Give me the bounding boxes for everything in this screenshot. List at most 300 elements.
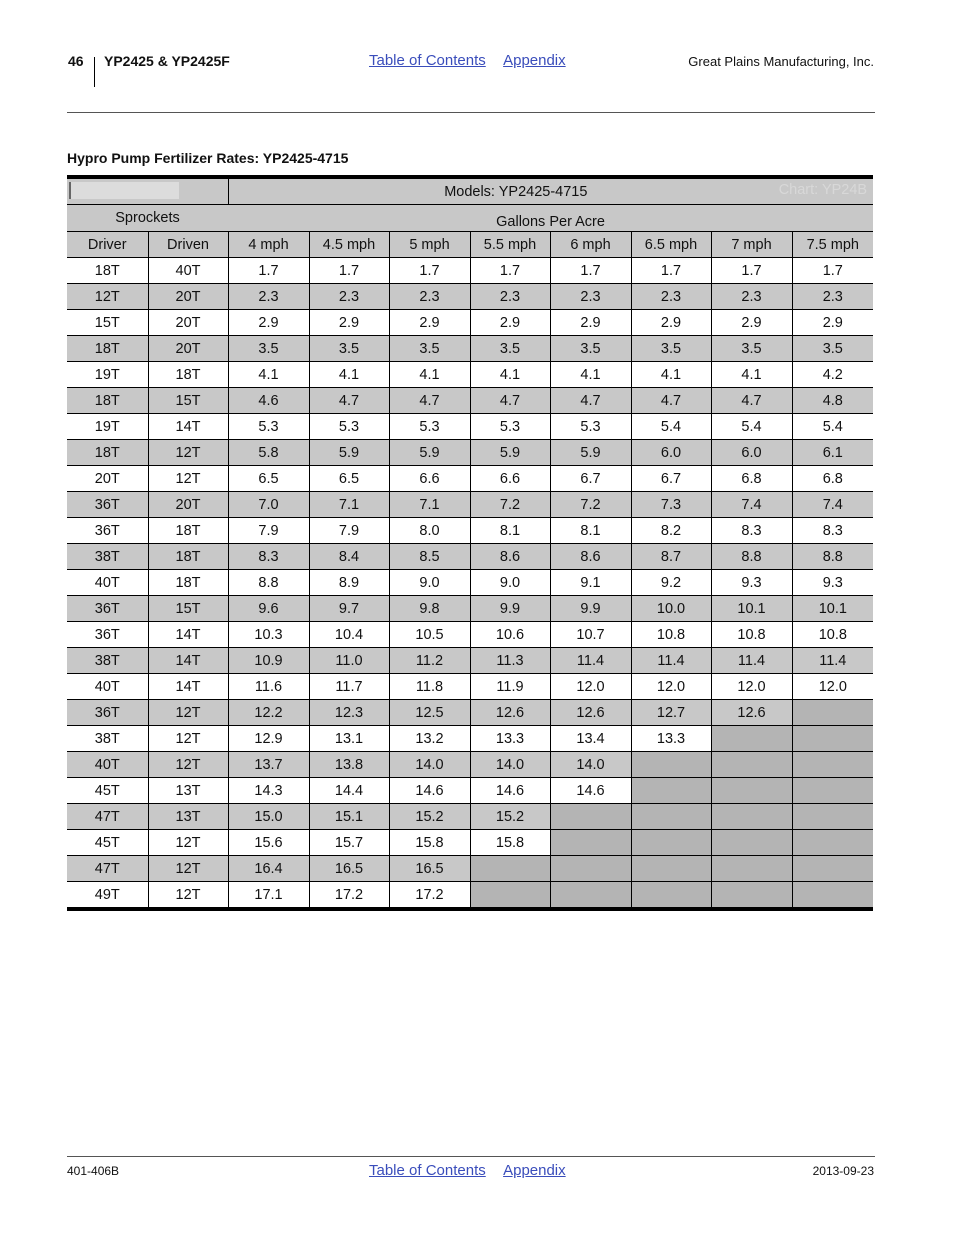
rate-cell: 2.9	[550, 310, 631, 336]
rate-cell: 15.8	[389, 830, 470, 856]
column-header: 7 mph	[711, 232, 792, 258]
rate-cell: 8.3	[228, 544, 309, 570]
rate-cell: 11.9	[470, 674, 550, 700]
rate-cell: 7.2	[550, 492, 631, 518]
rate-cell: 3.5	[550, 336, 631, 362]
rate-cell: 15.2	[470, 804, 550, 830]
driver-cell: 18T	[67, 440, 148, 466]
table-row	[67, 258, 873, 284]
driven-cell: 18T	[148, 570, 228, 596]
rate-cell: 8.8	[711, 544, 792, 570]
table-row	[67, 856, 873, 882]
driver-cell: 40T	[67, 674, 148, 700]
rate-cell: 5.9	[389, 440, 470, 466]
rate-cell: 8.2	[631, 518, 711, 544]
rate-cell: 1.7	[389, 258, 470, 284]
rate-cell: 2.3	[631, 284, 711, 310]
rate-cell: 9.1	[550, 570, 631, 596]
driven-cell: 18T	[148, 544, 228, 570]
rate-cell	[792, 726, 873, 752]
column-header-row	[67, 232, 873, 258]
rate-cell: 2.9	[711, 310, 792, 336]
rate-cell: 13.7	[228, 752, 309, 778]
driven-cell: 15T	[148, 388, 228, 414]
table-row	[67, 882, 873, 910]
rate-cell: 14.6	[550, 778, 631, 804]
table-row	[67, 596, 873, 622]
table-row	[67, 622, 873, 648]
rate-cell: 12.6	[470, 700, 550, 726]
table-row	[67, 804, 873, 830]
rate-cell: 8.6	[470, 544, 550, 570]
rate-cell: 17.2	[309, 882, 389, 910]
rate-cell: 5.4	[792, 414, 873, 440]
rate-cell	[550, 856, 631, 882]
header-rule	[67, 112, 875, 113]
rate-cell: 10.8	[711, 622, 792, 648]
company-name: Great Plains Manufacturing, Inc.	[688, 54, 874, 69]
table-row	[67, 310, 873, 336]
rate-cell: 7.9	[309, 518, 389, 544]
driver-cell: 18T	[67, 258, 148, 284]
rate-cell: 13.4	[550, 726, 631, 752]
rate-cell	[631, 804, 711, 830]
rate-cell: 7.0	[228, 492, 309, 518]
driven-cell: 13T	[148, 804, 228, 830]
rate-cell: 6.5	[309, 466, 389, 492]
rate-cell	[631, 778, 711, 804]
rate-cell: 15.8	[470, 830, 550, 856]
rate-cell	[711, 804, 792, 830]
rate-cell	[711, 752, 792, 778]
driven-cell: 12T	[148, 752, 228, 778]
rate-cell: 10.1	[792, 596, 873, 622]
rate-cell: 4.7	[309, 388, 389, 414]
table-row	[67, 752, 873, 778]
rate-cell: 9.3	[711, 570, 792, 596]
table-row	[67, 830, 873, 856]
rate-cell: 12.9	[228, 726, 309, 752]
rate-cell: 13.2	[389, 726, 470, 752]
table-row	[67, 518, 873, 544]
rate-cell: 4.7	[711, 388, 792, 414]
rate-cell: 6.6	[389, 466, 470, 492]
rate-cell: 8.0	[389, 518, 470, 544]
table-row	[67, 440, 873, 466]
rate-cell	[631, 752, 711, 778]
rate-cell: 8.7	[631, 544, 711, 570]
rate-cell: 8.5	[389, 544, 470, 570]
rate-cell: 2.3	[550, 284, 631, 310]
rate-cell: 11.7	[309, 674, 389, 700]
rate-cell: 12.0	[711, 674, 792, 700]
table-row	[67, 674, 873, 700]
rate-cell	[550, 882, 631, 910]
rate-cell	[792, 882, 873, 910]
rate-cell: 3.5	[470, 336, 550, 362]
rate-cell: 3.5	[389, 336, 470, 362]
rate-cell: 12.0	[631, 674, 711, 700]
driven-cell: 12T	[148, 700, 228, 726]
rate-cell: 1.7	[792, 258, 873, 284]
rate-cell: 10.6	[470, 622, 550, 648]
driver-cell: 38T	[67, 726, 148, 752]
driver-cell: 47T	[67, 804, 148, 830]
rate-cell: 1.7	[470, 258, 550, 284]
rate-cell	[550, 830, 631, 856]
driven-cell: 12T	[148, 882, 228, 910]
table-row	[67, 544, 873, 570]
rate-cell: 12.7	[631, 700, 711, 726]
rate-cell: 4.1	[389, 362, 470, 388]
driven-cell: 18T	[148, 518, 228, 544]
rate-cell: 6.0	[631, 440, 711, 466]
rate-cell: 2.9	[470, 310, 550, 336]
table-row	[67, 570, 873, 596]
column-header: 5 mph	[389, 232, 470, 258]
table-row	[67, 336, 873, 362]
model-title: YP2425 & YP2425F	[104, 53, 230, 69]
table-body	[67, 258, 873, 910]
column-header: 7.5 mph	[792, 232, 873, 258]
table-row	[67, 414, 873, 440]
rate-cell: 8.1	[470, 518, 550, 544]
rate-cell	[711, 856, 792, 882]
driver-cell: 18T	[67, 336, 148, 362]
rate-cell: 5.9	[470, 440, 550, 466]
rate-cell	[550, 804, 631, 830]
rate-cell: 12.0	[550, 674, 631, 700]
rate-cell: 4.2	[792, 362, 873, 388]
fertilizer-rates-table	[67, 175, 873, 911]
rate-cell: 4.7	[389, 388, 470, 414]
column-header: Driven	[148, 232, 228, 258]
column-header: 6.5 mph	[631, 232, 711, 258]
rate-cell: 1.7	[631, 258, 711, 284]
driver-cell: 47T	[67, 856, 148, 882]
rate-cell: 4.8	[792, 388, 873, 414]
rate-cell: 6.0	[711, 440, 792, 466]
rate-cell: 12.0	[792, 674, 873, 700]
rate-cell: 11.8	[389, 674, 470, 700]
driven-cell: 12T	[148, 726, 228, 752]
rate-cell: 7.4	[711, 492, 792, 518]
rate-cell	[631, 882, 711, 910]
rate-cell: 5.9	[309, 440, 389, 466]
rate-cell: 8.6	[550, 544, 631, 570]
rate-cell: 9.0	[389, 570, 470, 596]
table-row	[67, 284, 873, 310]
rate-cell: 9.9	[550, 596, 631, 622]
rate-cell: 2.3	[309, 284, 389, 310]
rate-cell: 6.8	[711, 466, 792, 492]
driven-cell: 12T	[148, 830, 228, 856]
rate-cell: 9.0	[470, 570, 550, 596]
rate-cell: 8.3	[792, 518, 873, 544]
rate-cell: 9.7	[309, 596, 389, 622]
driver-cell: 45T	[67, 778, 148, 804]
rate-cell: 9.3	[792, 570, 873, 596]
rate-cell: 9.8	[389, 596, 470, 622]
rate-cell: 10.3	[228, 622, 309, 648]
section-title: Hypro Pump Fertilizer Rates: YP2425-4715	[67, 150, 349, 166]
rate-cell: 6.5	[228, 466, 309, 492]
rate-cell: 8.8	[228, 570, 309, 596]
rate-cell	[792, 804, 873, 830]
rate-cell: 1.7	[550, 258, 631, 284]
rate-cell	[711, 726, 792, 752]
driver-cell: 19T	[67, 414, 148, 440]
rate-cell: 5.3	[470, 414, 550, 440]
rate-cell	[470, 856, 550, 882]
table-row	[67, 388, 873, 414]
rate-cell: 11.6	[228, 674, 309, 700]
driven-cell: 14T	[148, 622, 228, 648]
header-links	[369, 52, 580, 69]
rate-cell: 15.2	[389, 804, 470, 830]
rate-cell: 1.7	[711, 258, 792, 284]
driven-cell: 13T	[148, 778, 228, 804]
rate-cell: 14.6	[470, 778, 550, 804]
driven-cell: 20T	[148, 336, 228, 362]
rate-cell: 6.8	[792, 466, 873, 492]
driver-cell: 19T	[67, 362, 148, 388]
rate-cell: 5.3	[389, 414, 470, 440]
rate-cell: 9.2	[631, 570, 711, 596]
rate-cell: 2.9	[631, 310, 711, 336]
rate-cell: 9.9	[470, 596, 550, 622]
rate-cell: 5.3	[550, 414, 631, 440]
column-header: 6 mph	[550, 232, 631, 258]
rate-cell: 4.1	[550, 362, 631, 388]
column-header: 4 mph	[228, 232, 309, 258]
footer-links	[369, 1162, 580, 1179]
rate-cell: 2.3	[389, 284, 470, 310]
rate-cell: 5.9	[550, 440, 631, 466]
rate-cell: 13.3	[631, 726, 711, 752]
rate-cell	[711, 882, 792, 910]
page-number: 46	[68, 53, 84, 69]
table-row	[67, 466, 873, 492]
rate-cell	[631, 856, 711, 882]
toc-link[interactable]: Table of Contents	[369, 52, 486, 69]
rate-cell: 12.6	[711, 700, 792, 726]
rate-cell: 5.4	[631, 414, 711, 440]
driven-cell: 15T	[148, 596, 228, 622]
rate-cell: 14.0	[470, 752, 550, 778]
driver-cell: 36T	[67, 518, 148, 544]
rate-cell: 14.0	[550, 752, 631, 778]
chart-ref: Chart: YP24B	[778, 182, 868, 198]
driven-cell: 20T	[148, 310, 228, 336]
rate-cell: 14.6	[389, 778, 470, 804]
rate-cell: 4.7	[631, 388, 711, 414]
driven-cell: 14T	[148, 674, 228, 700]
driver-cell: 40T	[67, 570, 148, 596]
blank-header-cell	[67, 177, 228, 205]
driver-cell: 40T	[67, 752, 148, 778]
rate-cell: 10.7	[550, 622, 631, 648]
rate-cell: 11.2	[389, 648, 470, 674]
rate-cell: 4.1	[309, 362, 389, 388]
sprockets-header: Sprockets	[67, 205, 228, 232]
rate-cell: 10.9	[228, 648, 309, 674]
driven-cell: 18T	[148, 362, 228, 388]
rate-cell: 3.5	[631, 336, 711, 362]
table-row	[67, 648, 873, 674]
rate-cell: 4.7	[470, 388, 550, 414]
rate-cell: 10.4	[309, 622, 389, 648]
rate-cell: 2.3	[711, 284, 792, 310]
rate-cell: 2.9	[309, 310, 389, 336]
driver-cell: 36T	[67, 492, 148, 518]
rate-cell: 7.2	[470, 492, 550, 518]
rate-cell: 3.5	[309, 336, 389, 362]
rate-cell: 4.1	[228, 362, 309, 388]
rate-cell: 14.0	[389, 752, 470, 778]
rate-cell: 2.9	[228, 310, 309, 336]
driver-cell: 20T	[67, 466, 148, 492]
rate-cell: 12.6	[550, 700, 631, 726]
rate-cell: 12.2	[228, 700, 309, 726]
rate-cell: 5.3	[228, 414, 309, 440]
rate-cell: 10.8	[631, 622, 711, 648]
driven-cell: 12T	[148, 440, 228, 466]
rate-cell	[792, 830, 873, 856]
rate-cell: 14.3	[228, 778, 309, 804]
rate-cell: 14.4	[309, 778, 389, 804]
rate-cell: 1.7	[228, 258, 309, 284]
rate-cell: 5.8	[228, 440, 309, 466]
gpa-header: Gallons Per Acre	[228, 205, 873, 232]
driver-cell: 18T	[67, 388, 148, 414]
header-divider	[94, 57, 95, 87]
rate-cell	[470, 882, 550, 910]
rate-cell: 1.7	[309, 258, 389, 284]
driven-cell: 12T	[148, 856, 228, 882]
rate-cell: 5.4	[711, 414, 792, 440]
driver-cell: 12T	[67, 284, 148, 310]
rate-cell	[711, 830, 792, 856]
rate-cell: 11.3	[470, 648, 550, 674]
rate-cell: 10.8	[792, 622, 873, 648]
driven-cell: 40T	[148, 258, 228, 284]
doc-number: 401-406B	[67, 1164, 120, 1178]
driven-cell: 20T	[148, 492, 228, 518]
rate-cell	[792, 778, 873, 804]
rate-cell: 10.1	[711, 596, 792, 622]
rate-cell: 6.6	[470, 466, 550, 492]
rate-cell: 6.1	[792, 440, 873, 466]
rate-cell: 15.1	[309, 804, 389, 830]
rate-cell: 5.3	[309, 414, 389, 440]
rate-cell: 3.5	[711, 336, 792, 362]
table-row	[67, 492, 873, 518]
rate-cell: 2.9	[792, 310, 873, 336]
rate-cell: 4.6	[228, 388, 309, 414]
rate-cell: 8.4	[309, 544, 389, 570]
rate-cell: 4.7	[550, 388, 631, 414]
table-row	[67, 700, 873, 726]
table-row	[67, 778, 873, 804]
rate-cell: 2.3	[792, 284, 873, 310]
driver-cell: 38T	[67, 648, 148, 674]
rate-cell: 13.1	[309, 726, 389, 752]
rate-cell: 3.5	[792, 336, 873, 362]
driver-cell: 49T	[67, 882, 148, 910]
rate-cell: 11.4	[792, 648, 873, 674]
column-header: 5.5 mph	[470, 232, 550, 258]
appendix-link[interactable]: Appendix	[503, 1162, 566, 1179]
driven-cell: 20T	[148, 284, 228, 310]
driver-cell: 36T	[67, 700, 148, 726]
page-header	[0, 0, 954, 115]
driven-cell: 14T	[148, 414, 228, 440]
rate-cell: 12.5	[389, 700, 470, 726]
table-row	[67, 726, 873, 752]
rate-cell: 7.4	[792, 492, 873, 518]
rate-cell: 11.0	[309, 648, 389, 674]
column-header: Driver	[67, 232, 148, 258]
driver-cell: 36T	[67, 622, 148, 648]
rate-cell: 2.3	[470, 284, 550, 310]
driven-cell: 12T	[148, 466, 228, 492]
rate-cell: 11.4	[631, 648, 711, 674]
rate-cell: 7.9	[228, 518, 309, 544]
rate-cell: 8.3	[711, 518, 792, 544]
rate-cell: 8.1	[550, 518, 631, 544]
rate-cell: 4.1	[711, 362, 792, 388]
driver-cell: 38T	[67, 544, 148, 570]
rate-cell	[711, 778, 792, 804]
rate-cell: 6.7	[631, 466, 711, 492]
rate-cell: 10.5	[389, 622, 470, 648]
rate-cell: 11.4	[711, 648, 792, 674]
rate-cell: 3.5	[228, 336, 309, 362]
models-header	[228, 177, 873, 205]
rate-cell: 17.1	[228, 882, 309, 910]
rate-cell: 15.6	[228, 830, 309, 856]
rate-cell: 11.4	[550, 648, 631, 674]
rate-cell: 13.8	[309, 752, 389, 778]
rate-cell: 2.3	[228, 284, 309, 310]
rate-cell: 4.1	[631, 362, 711, 388]
driver-cell: 45T	[67, 830, 148, 856]
rate-cell: 7.3	[631, 492, 711, 518]
doc-date: 2013-09-23	[812, 1164, 874, 1178]
rate-cell	[792, 856, 873, 882]
rate-cell: 12.3	[309, 700, 389, 726]
rate-cell: 15.7	[309, 830, 389, 856]
models-label: Models: YP2425-4715	[444, 183, 588, 200]
rate-cell: 2.9	[389, 310, 470, 336]
rate-cell: 9.6	[228, 596, 309, 622]
rate-cell	[792, 752, 873, 778]
rate-cell: 10.0	[631, 596, 711, 622]
rate-cell	[631, 830, 711, 856]
rate-cell: 17.2	[389, 882, 470, 910]
rate-cell	[792, 700, 873, 726]
column-header: 4.5 mph	[309, 232, 389, 258]
toc-link[interactable]: Table of Contents	[369, 1162, 486, 1179]
rate-cell: 6.7	[550, 466, 631, 492]
rate-cell: 8.8	[792, 544, 873, 570]
rate-cell: 15.0	[228, 804, 309, 830]
rate-cell: 16.5	[309, 856, 389, 882]
appendix-link[interactable]: Appendix	[503, 52, 566, 69]
driver-cell: 15T	[67, 310, 148, 336]
rate-cell: 7.1	[309, 492, 389, 518]
